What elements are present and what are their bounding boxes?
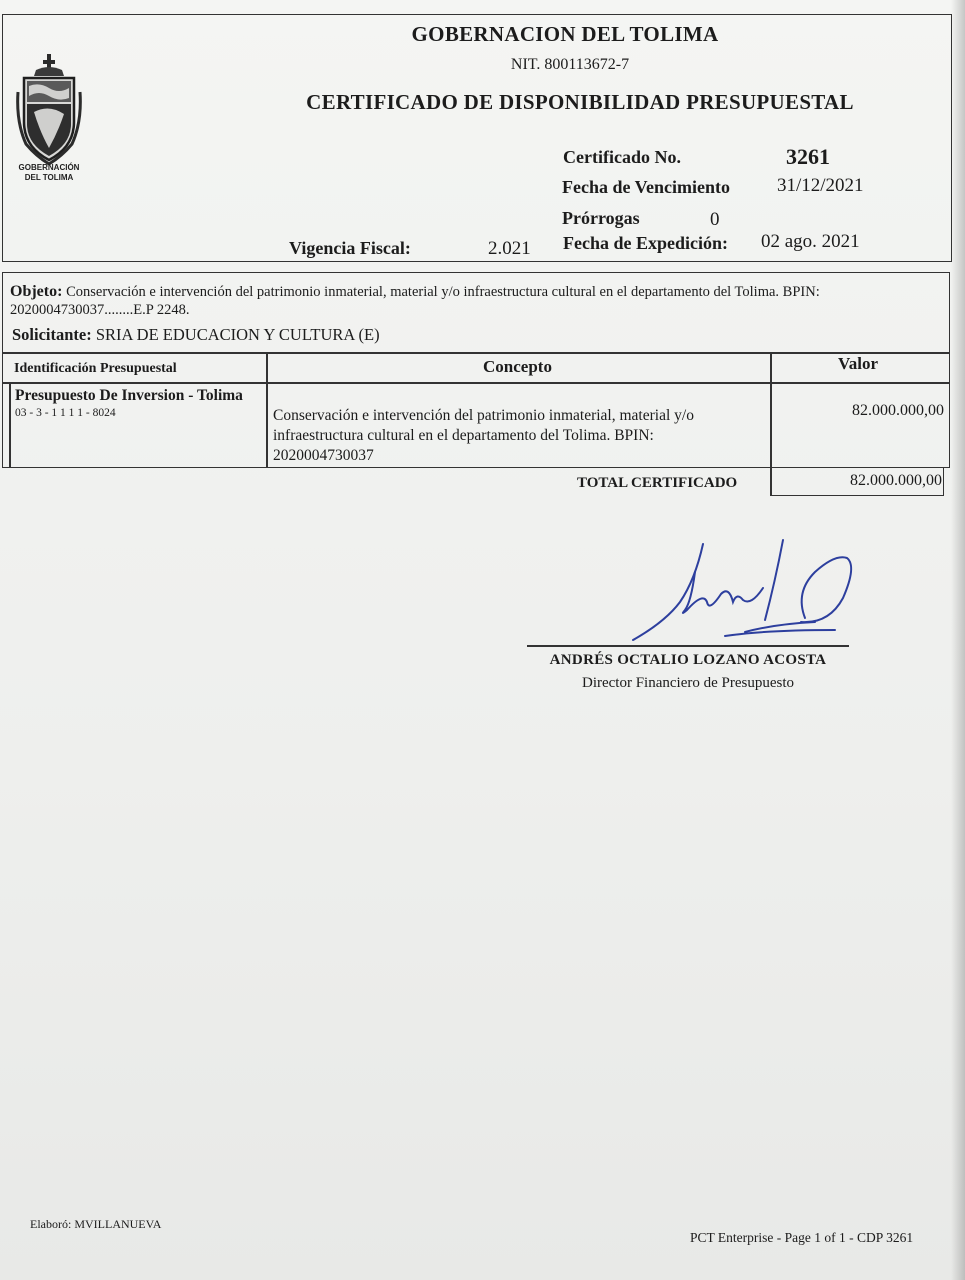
- concept-line3: 2020004730037: [273, 447, 374, 464]
- extensions-label: Prórrogas: [562, 208, 640, 228]
- concept-line1: Conservación e intervención del patrimonio inmaterial, material y/o: [273, 407, 694, 424]
- objeto-text-line1: Conservación e intervención del patrimonio inmaterial, material y/o infraestructura cultural en el departamento del Tolima. BPIN:: [66, 284, 820, 300]
- column-header-value: Valor: [838, 354, 878, 373]
- solicitante-value: SRIA DE EDUCACION Y CULTURA (E): [95, 325, 380, 344]
- row-value: 82.000.000,00: [852, 402, 944, 419]
- handwritten-signature: [625, 532, 865, 647]
- table-col-divider-1: [266, 352, 268, 468]
- column-header-identification: Identificación Presupuestal: [14, 361, 177, 376]
- header-box: [2, 14, 952, 262]
- table-header-bottom-line: [2, 382, 950, 384]
- due-date-label: Fecha de Vencimiento: [562, 177, 730, 197]
- signer-role: Director Financiero de Presupuesto: [581, 675, 795, 691]
- objeto-text-line2: 2020004730037........E.P 2248.: [10, 302, 190, 318]
- objeto-label: Objeto:: [10, 283, 63, 300]
- logo-caption-line1: GOBERNACIÓN: [18, 163, 80, 172]
- concept-text: [273, 406, 694, 466]
- table-header-top-line: [2, 352, 950, 354]
- issue-date-label: Fecha de Expedición:: [563, 233, 728, 253]
- extensions-count: 0: [710, 209, 720, 230]
- organization-name: GOBERNACION DEL TOLIMA: [411, 22, 719, 46]
- paper-edge-shadow: [951, 0, 965, 1280]
- logo-caption-line2: DEL TOLIMA: [24, 173, 74, 182]
- column-header-concept: Concepto: [483, 357, 552, 376]
- certificate-number-label: Certificado No.: [563, 147, 681, 167]
- objeto-block: [10, 283, 930, 319]
- signature-line: [527, 645, 849, 647]
- solicitante-block: [12, 325, 380, 345]
- due-date: 31/12/2021: [777, 175, 864, 196]
- certificate-number: 3261: [786, 144, 830, 169]
- elaborated-by: Elaboró: MVILLANUEVA: [30, 1217, 162, 1231]
- concept-line2: infraestructura cultural en el departamento del Tolima. BPIN:: [273, 427, 654, 444]
- fiscal-year-label: Vigencia Fiscal:: [289, 238, 411, 258]
- budget-name: Presupuesto De Inversion - Tolima: [15, 387, 243, 404]
- signer-name: ANDRÉS OCTALIO LOZANO ACOSTA: [549, 652, 827, 668]
- fiscal-year: 2.021: [488, 238, 531, 259]
- budget-code: 03 - 3 - 1 1 1 1 - 8024: [15, 407, 116, 419]
- nit-number: NIT. 800113672-7: [510, 56, 630, 73]
- total-label: TOTAL CERTIFICADO: [577, 475, 738, 491]
- page-footer: PCT Enterprise - Page 1 of 1 - CDP 3261: [690, 1230, 914, 1245]
- table-left-inner-line: [9, 382, 11, 468]
- logo-caption: [12, 163, 86, 183]
- issue-date: 02 ago. 2021: [761, 231, 860, 252]
- solicitante-label: Solicitante:: [12, 325, 92, 344]
- total-value: 82.000.000,00: [850, 472, 942, 489]
- document-title: CERTIFICADO DE DISPONIBILIDAD PRESUPUESTAL: [306, 90, 854, 114]
